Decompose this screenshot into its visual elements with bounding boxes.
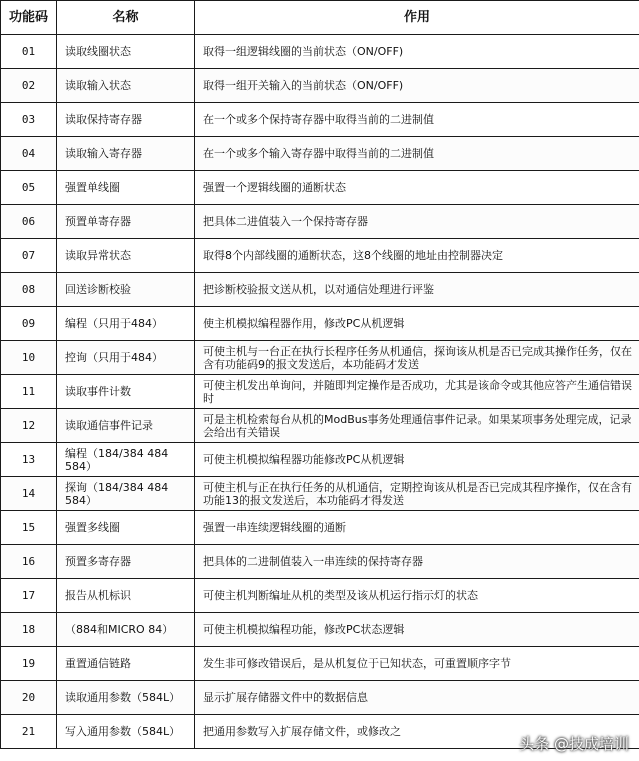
- name-cell: 强置单线圈: [57, 171, 195, 205]
- name-cell: 写入通用参数（584L）: [57, 715, 195, 749]
- watermark-text: 头条 @技成培训: [519, 735, 629, 753]
- code-cell: 03: [1, 103, 57, 137]
- table-row: [1, 341, 639, 375]
- code-cell: 04: [1, 137, 57, 171]
- name-cell: 预置多寄存器: [57, 545, 195, 579]
- name-cell: 读取异常状态: [57, 239, 195, 273]
- code-cell: 21: [1, 715, 57, 749]
- desc-cell: 可是主机检索每台从机的ModBus事务处理通信事件记录。如果某项事务处理完成，记录会给出有关错误: [195, 409, 639, 443]
- code-cell: 19: [1, 647, 57, 681]
- desc-cell: 把通用参数写入扩展存储文件，或修改之: [195, 715, 639, 749]
- table-row: [1, 647, 639, 681]
- code-cell: 01: [1, 35, 57, 69]
- code-cell: 12: [1, 409, 57, 443]
- name-cell: 报告从机标识: [57, 579, 195, 613]
- code-cell: 02: [1, 69, 57, 103]
- table-row: [1, 273, 639, 307]
- table-header-row: [1, 1, 639, 35]
- code-cell: 17: [1, 579, 57, 613]
- desc-cell: 可使主机发出单询问，并随即判定操作是否成功，尤其是该命令或其他应答产生通信错误时: [195, 375, 639, 409]
- desc-cell: 取得一组开关输入的当前状态（ON/OFF): [195, 69, 639, 103]
- name-cell: 控询（只用于484）: [57, 341, 195, 375]
- code-cell: 07: [1, 239, 57, 273]
- table-row: [1, 511, 639, 545]
- code-cell: 18: [1, 613, 57, 647]
- desc-cell: 在一个或多个保持寄存器中取得当前的二进制值: [195, 103, 639, 137]
- name-cell: 读取保持寄存器: [57, 103, 195, 137]
- code-cell: 15: [1, 511, 57, 545]
- code-cell: 10: [1, 341, 57, 375]
- table-row: [1, 613, 639, 647]
- header-code: 功能码: [1, 1, 57, 35]
- desc-cell: 可使主机与正在执行任务的从机通信，定期控询该从机是否已完成其程序操作，仅在含有功能13的报文发送后，本功能码才得发送: [195, 477, 639, 511]
- name-cell: 读取通用参数（584L）: [57, 681, 195, 715]
- table-row: [1, 171, 639, 205]
- desc-cell: 取得8个内部线圈的通断状态，这8个线圈的地址由控制器决定: [195, 239, 639, 273]
- table-row: [1, 443, 639, 477]
- desc-cell: 可使主机模拟编程功能，修改PC状态逻辑: [195, 613, 639, 647]
- name-cell: 读取事件计数: [57, 375, 195, 409]
- code-cell: 11: [1, 375, 57, 409]
- desc-cell: 可使主机与一台正在执行长程序任务从机通信，探询该从机是否已完成其操作任务，仅在含有功能码9的报文发送后，本功能码才发送: [195, 341, 639, 375]
- name-cell: 重置通信链路: [57, 647, 195, 681]
- desc-cell: 强置一个逻辑线圈的通断状态: [195, 171, 639, 205]
- desc-cell: 把具体的二进制值装入一串连续的保持寄存器: [195, 545, 639, 579]
- table-row: [1, 477, 639, 511]
- name-cell: 读取输入状态: [57, 69, 195, 103]
- name-cell: 读取通信事件记录: [57, 409, 195, 443]
- code-cell: 13: [1, 443, 57, 477]
- code-cell: 06: [1, 205, 57, 239]
- code-cell: 14: [1, 477, 57, 511]
- table-row: [1, 307, 639, 341]
- header-name: 名称: [57, 1, 195, 35]
- table-row: [1, 35, 639, 69]
- name-cell: 读取输入寄存器: [57, 137, 195, 171]
- table-row: [1, 545, 639, 579]
- name-cell: 编程（184/384 484 584）: [57, 443, 195, 477]
- code-cell: 05: [1, 171, 57, 205]
- table-row: [1, 409, 639, 443]
- code-cell: 20: [1, 681, 57, 715]
- desc-cell: 强置一串连续逻辑线圈的通断: [195, 511, 639, 545]
- name-cell: 强置多线圈: [57, 511, 195, 545]
- table-row: [1, 375, 639, 409]
- table-row: [1, 681, 639, 715]
- desc-cell: 可使主机判断编址从机的类型及该从机运行指示灯的状态: [195, 579, 639, 613]
- code-cell: 08: [1, 273, 57, 307]
- name-cell: 读取线圈状态: [57, 35, 195, 69]
- table-row: [1, 579, 639, 613]
- desc-cell: 把诊断校验报文送从机，以对通信处理进行评鉴: [195, 273, 639, 307]
- table-row: [1, 239, 639, 273]
- desc-cell: 取得一组逻辑线圈的当前状态（ON/OFF): [195, 35, 639, 69]
- desc-cell: 使主机模拟编程器作用，修改PC从机逻辑: [195, 307, 639, 341]
- table-body: [1, 35, 639, 749]
- table-row: [1, 103, 639, 137]
- desc-cell: 在一个或多个输入寄存器中取得当前的二进制值: [195, 137, 639, 171]
- table-row: [1, 69, 639, 103]
- name-cell: （884和MICRO 84）: [57, 613, 195, 647]
- name-cell: 编程（只用于484）: [57, 307, 195, 341]
- table-row: [1, 137, 639, 171]
- name-cell: 预置单寄存器: [57, 205, 195, 239]
- table-row: [1, 205, 639, 239]
- desc-cell: 发生非可修改错误后，是从机复位于已知状态，可重置顺序字节: [195, 647, 639, 681]
- desc-cell: 把具体二进值装入一个保持寄存器: [195, 205, 639, 239]
- name-cell: 回送诊断校验: [57, 273, 195, 307]
- header-effect: 作用: [195, 1, 639, 35]
- code-cell: 16: [1, 545, 57, 579]
- desc-cell: 可使主机模拟编程器功能修改PC从机逻辑: [195, 443, 639, 477]
- name-cell: 探询（184/384 484 584）: [57, 477, 195, 511]
- desc-cell: 显示扩展存储器文件中的数据信息: [195, 681, 639, 715]
- code-cell: 09: [1, 307, 57, 341]
